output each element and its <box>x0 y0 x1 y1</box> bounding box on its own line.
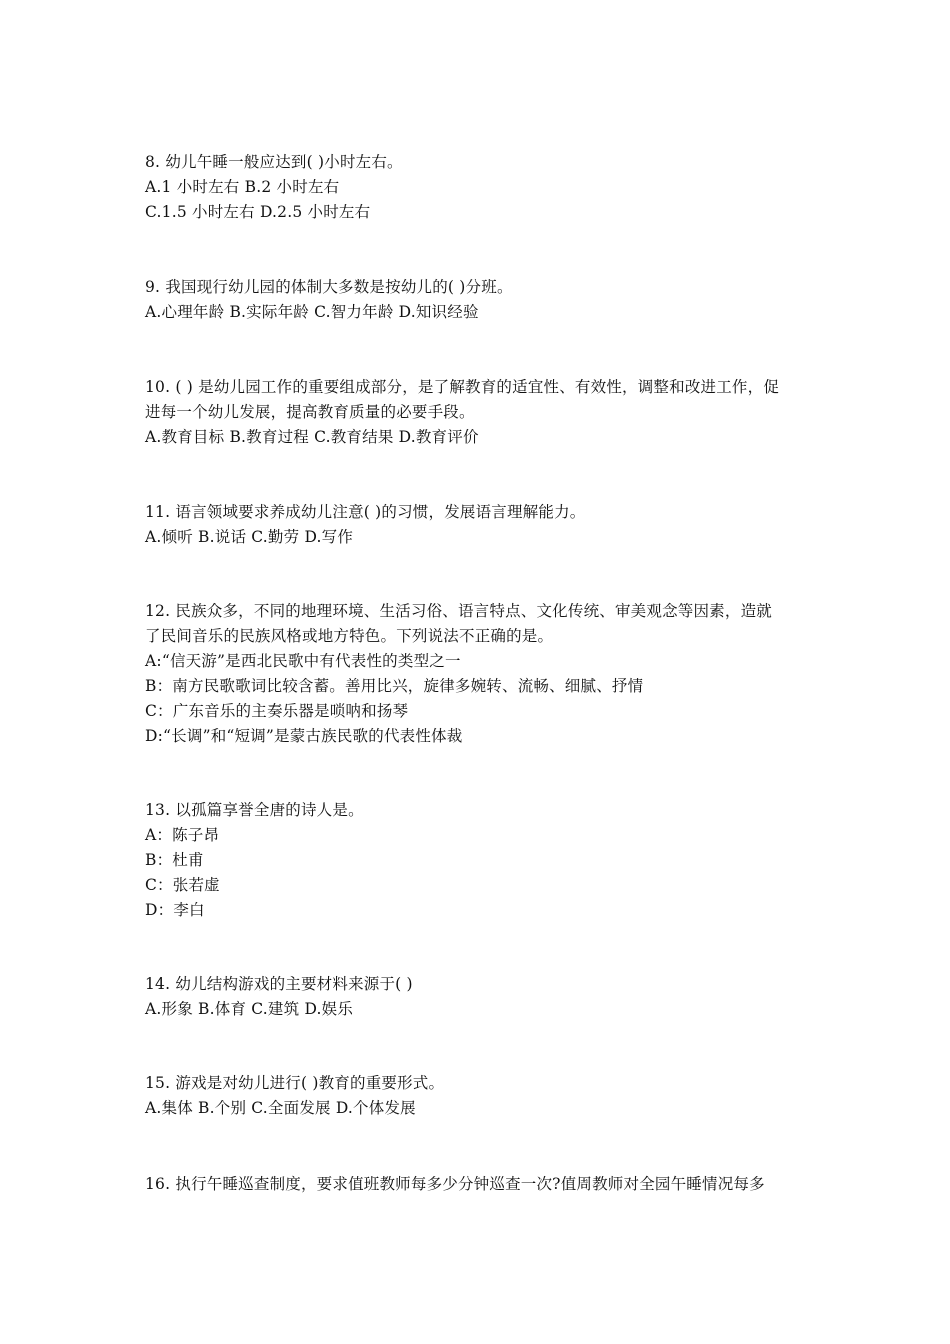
question-15 <box>145 1071 825 1121</box>
question-9 <box>145 275 825 325</box>
question-stem: 8. 幼儿午睡一般应达到( )小时左右。 <box>145 153 403 171</box>
option-d: D:“长调”和“短调”是蒙古族民歌的代表性体裁 <box>145 727 463 745</box>
question-stem: 16. 执行午睡巡查制度，要求值班教师每多少分钟巡查一次?值周教师对全园午睡情况每多 <box>145 1175 765 1193</box>
question-stem: 13. 以孤篇享誉全唐的诗人是。 <box>145 801 364 819</box>
option-a: A：陈子昂 <box>145 826 220 844</box>
answer-options: A.1 小时左右 B.2 小时左右 <box>145 178 340 196</box>
question-14 <box>145 972 825 1022</box>
question-8 <box>145 150 825 225</box>
option-d: D：李白 <box>145 901 205 919</box>
answer-options: A.倾听 B.说话 C.勤劳 D.写作 <box>145 528 354 546</box>
question-stem-continued: 了民间音乐的民族风格或地方特色。下列说法不正确的是。 <box>145 627 554 645</box>
answer-options: A.心理年龄 B.实际年龄 C.智力年龄 D.知识经验 <box>145 303 479 321</box>
question-12 <box>145 599 825 749</box>
option-b: B：杜甫 <box>145 851 204 869</box>
option-c: C：张若虚 <box>145 876 220 894</box>
answer-options: A.教育目标 B.教育过程 C.教育结果 D.教育评价 <box>145 428 479 446</box>
question-stem-continued: 进每一个幼儿发展，提高教育质量的必要手段。 <box>145 403 475 421</box>
option-c: C：广东音乐的主奏乐器是唢呐和扬琴 <box>145 702 409 720</box>
question-10 <box>145 375 825 450</box>
option-b: B：南方民歌歌词比较含蓄。善用比兴，旋律多婉转、流畅、细腻、抒情 <box>145 677 644 695</box>
question-stem: 11. 语言领域要求养成幼儿注意( )的习惯，发展语言理解能力。 <box>145 503 586 521</box>
question-stem: 15. 游戏是对幼儿进行( )教育的重要形式。 <box>145 1074 445 1092</box>
answer-options: C.1.5 小时左右 D.2.5 小时左右 <box>145 203 371 221</box>
answer-options: A.集体 B.个别 C.全面发展 D.个体发展 <box>145 1099 416 1117</box>
answer-options: A.形象 B.体育 C.建筑 D.娱乐 <box>145 1000 354 1018</box>
question-16 <box>145 1172 825 1197</box>
question-stem: 9. 我国现行幼儿园的体制大多数是按幼儿的( )分班。 <box>145 278 513 296</box>
question-stem: 12. 民族众多，不同的地理环境、生活习俗、语言特点、文化传统、审美观念等因素，造就 <box>145 602 772 620</box>
question-stem: 10. ( ) 是幼儿园工作的重要组成部分，是了解教育的适宜性、有效性，调整和改进工作，促 <box>145 378 780 396</box>
question-13 <box>145 798 825 923</box>
option-a: A:“信天游”是西北民歌中有代表性的类型之一 <box>145 652 461 670</box>
question-stem: 14. 幼儿结构游戏的主要材料来源于( ) <box>145 975 413 993</box>
question-11 <box>145 500 825 550</box>
